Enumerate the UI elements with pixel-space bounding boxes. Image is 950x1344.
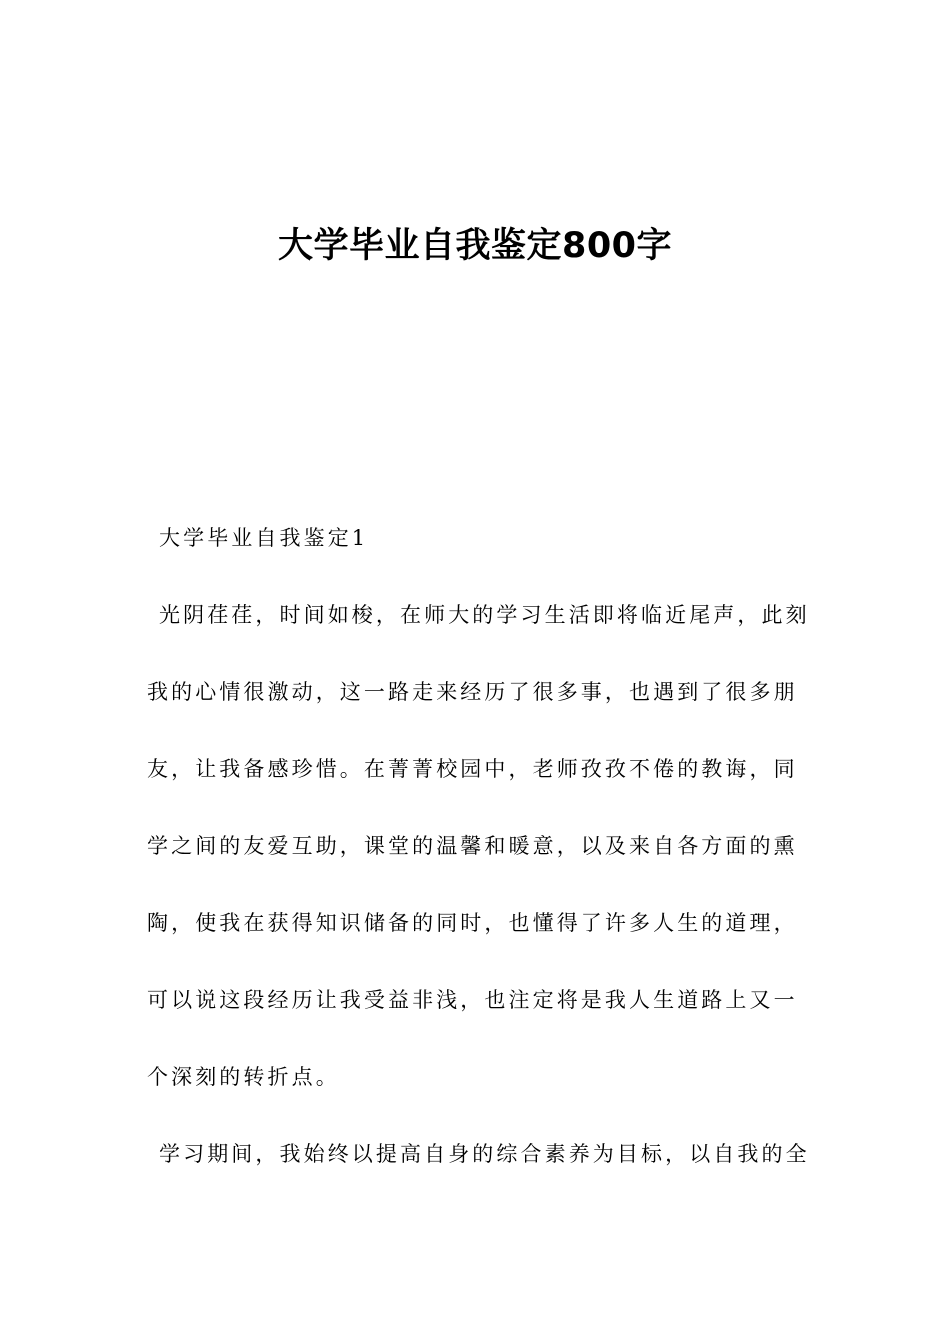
section-heading: 大学毕业自我鉴定1: [159, 526, 369, 550]
document-title: 大学毕业自我鉴定800字: [277, 226, 673, 266]
paragraph-line: 光阴荏荏，时间如梭，在师大的学习生活即将临近尾声，此刻: [159, 603, 810, 627]
paragraph-line: 友，让我备感珍惜。在菁菁校园中，老师孜孜不倦的教诲，同: [147, 757, 798, 781]
paragraph-line: 我的心情很激动，这一路走来经历了很多事，也遇到了很多朋: [147, 680, 798, 704]
paragraph-line: 陶，使我在获得知识储备的同时，也懂得了许多人生的道理，: [147, 911, 798, 935]
paragraph-line: 学习期间，我始终以提高自身的综合素养为目标，以自我的全: [159, 1142, 810, 1166]
paragraph-line: 可以说这段经历让我受益非浅，也注定将是我人生道路上又一: [147, 988, 798, 1012]
paragraph-line: 学之间的友爱互助，课堂的温馨和暖意，以及来自各方面的熏: [147, 834, 798, 858]
document-body: [147, 526, 810, 1219]
paragraph-line: 个深刻的转折点。: [147, 1065, 340, 1089]
